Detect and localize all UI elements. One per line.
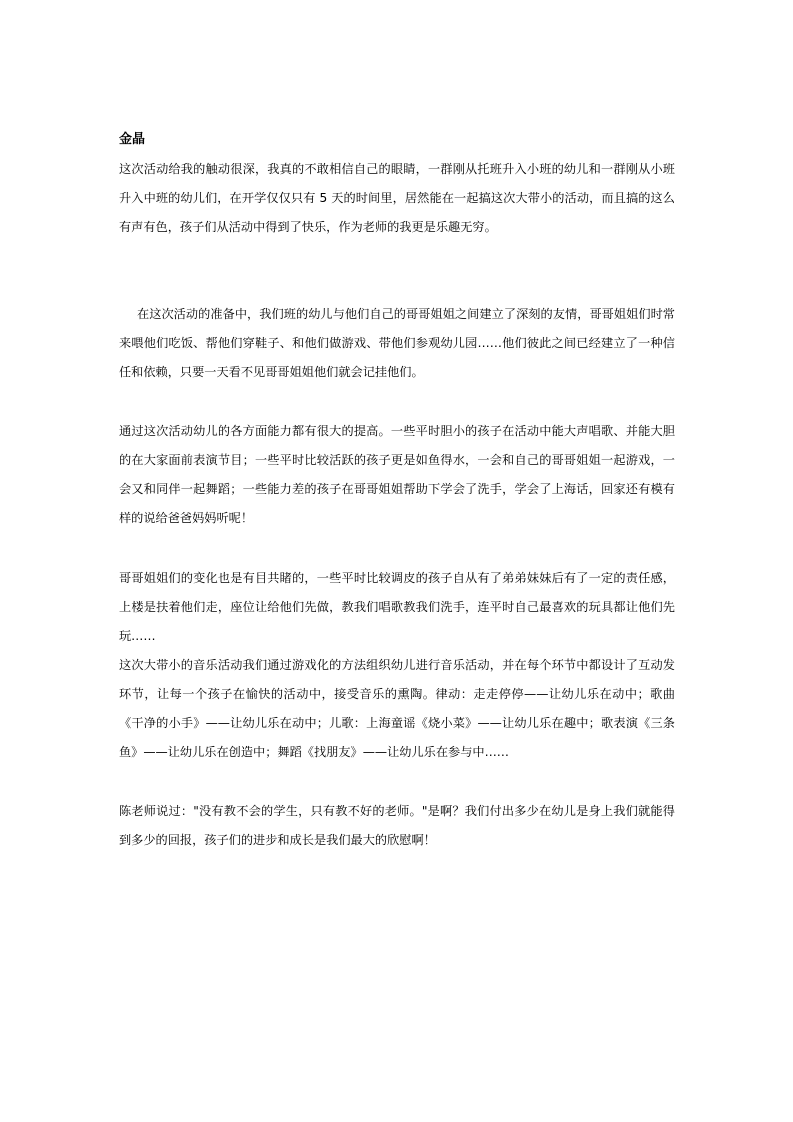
paragraph-2: 在这次活动的准备中，我们班的幼儿与他们自己的哥哥姐姐之间建立了深刻的友情，哥哥姐姐们时常来喂他们吃饭、帮他们穿鞋子、和他们做游戏、带他们参观幼儿园……他们彼此之间已经建立了一种信任和依赖，只要一天看不见哥哥姐姐他们就会记挂他们。 xyxy=(119,307,675,379)
paragraph-3: 通过这次活动幼儿的各方面能力都有很大的提高。一些平时胆小的孩子在活动中能大声唱歌、并能大胆的在大家面前表演节目；一些平时比较活跃的孩子更是如鱼得水，一会和自己的哥哥姐姐一起游戏，一会又和同伴一起舞蹈；一些能力差的孩子在哥哥姐姐帮助下学会了洗手，学会了上海话，回家还有模有样的说给爸爸妈妈听呢！ xyxy=(119,424,675,525)
paragraph-6: 陈老师说过："没有教不会的学生，只有教不好的老师。"是啊？我们付出多少在幼儿是身上我们就能得到多少的回报，孩子们的进步和成长是我们最大的欣慰啊！ xyxy=(119,804,675,847)
paragraph-1: 这次活动给我的触动很深，我真的不敢相信自己的眼睛，一群刚从托班升入小班的幼儿和一群刚从小班升入中班的幼儿们，在开学仅仅只有 5 天的时间里，居然能在一起搞这次大带小的活动，而且搞的这么有声有色，孩子们从活动中得到了快乐，作为老师的我更是乐趣无穷。 xyxy=(119,162,675,234)
paragraph-4: 哥哥姐姐们的变化也是有目共睹的，一些平时比较调皮的孩子自从有了弟弟妹妹后有了一定的责任感，上楼是扶着他们走，座位让给他们先做，教我们唱歌教我们洗手，连平时自己最喜欢的玩具都让他们先玩…… xyxy=(119,571,675,643)
document-title: 金晶 xyxy=(119,132,146,147)
paragraph-5: 这次大带小的音乐活动我们通过游戏化的方法组织幼儿进行音乐活动，并在每个环节中都设计了互动发环节，让每一个孩子在愉快的活动中，接受音乐的熏陶。律动：走走停停——让幼儿乐在动中；歌曲《干净的小手》——让幼儿乐在动中；儿歌：上海童谣《烧小菜》——让幼儿乐在趣中；歌表演《三条鱼》——让幼儿乐在创造中；舞蹈《找朋友》——让幼儿乐在参与中…… xyxy=(119,658,675,759)
